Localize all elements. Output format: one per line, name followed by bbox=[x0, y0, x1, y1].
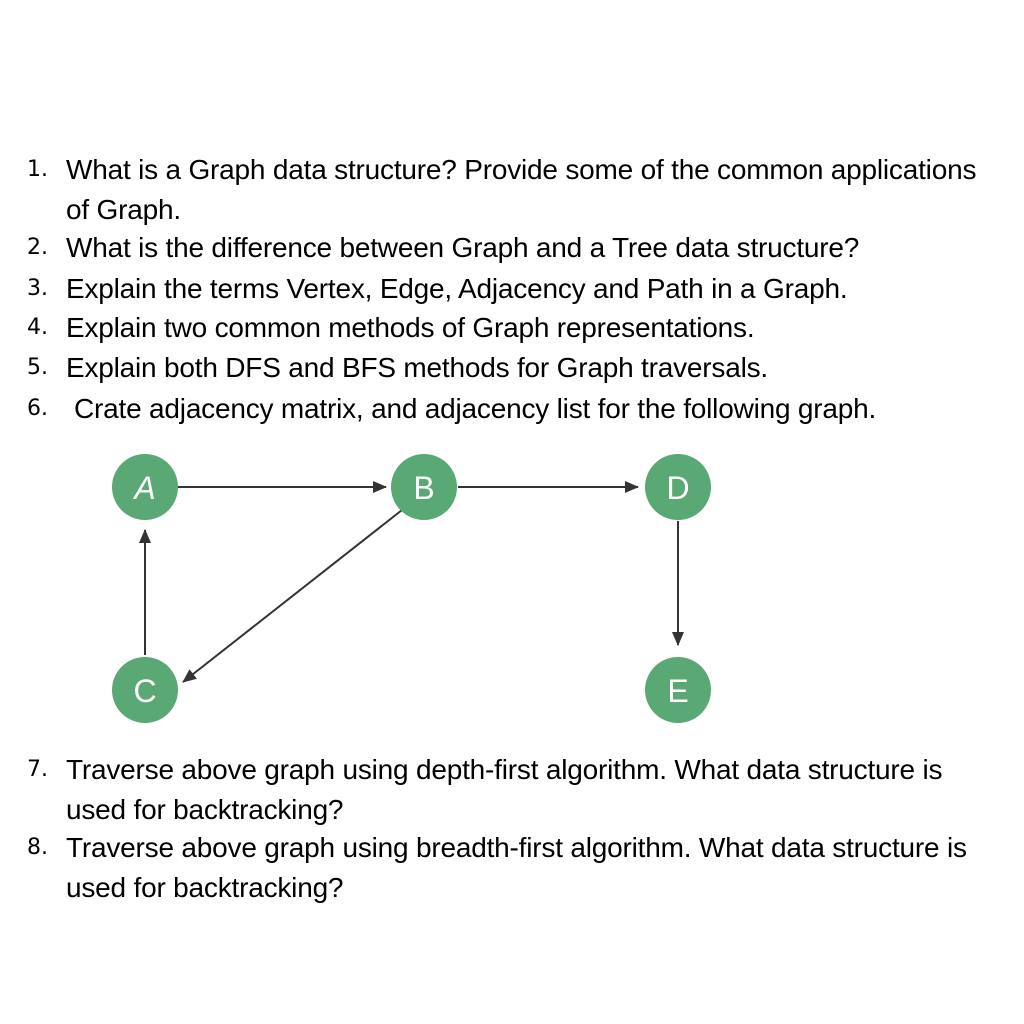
question-number: 2. bbox=[27, 235, 48, 260]
node-d bbox=[645, 454, 711, 520]
edge-b-c bbox=[183, 510, 402, 682]
node-label: B bbox=[413, 470, 435, 506]
question-text: What is a Graph data structure? Provide some of the common applications of Graph. bbox=[66, 154, 977, 225]
question-number: 4. bbox=[27, 315, 48, 340]
node-label: C bbox=[133, 673, 157, 709]
node-label: D bbox=[666, 470, 690, 506]
question-text: Crate adjacency matrix, and adjacency list for the following graph. bbox=[74, 393, 877, 424]
node-a bbox=[112, 454, 178, 520]
node-b bbox=[391, 454, 457, 520]
question-text: Explain two common methods of Graph representations. bbox=[66, 312, 755, 343]
node-c bbox=[112, 657, 178, 723]
question-text: Traverse above graph using breadth-first algorithm. What data structure is used for backtracking? bbox=[66, 832, 967, 903]
node-e bbox=[645, 657, 711, 723]
node-label: E bbox=[667, 673, 689, 709]
question-number: 5. bbox=[27, 355, 48, 380]
question-text: Traverse above graph using depth-first algorithm. What data structure is used for backtracking? bbox=[66, 754, 943, 825]
question-text: What is the difference between Graph and a Tree data structure? bbox=[66, 232, 860, 263]
question-text: Explain the terms Vertex, Edge, Adjacency and Path in a Graph. bbox=[66, 273, 848, 304]
question-number: 7. bbox=[27, 757, 48, 782]
question-number: 3. bbox=[27, 276, 48, 301]
question-number: 1. bbox=[27, 157, 48, 182]
question-number: 6. bbox=[27, 396, 48, 421]
question-text: Explain both DFS and BFS methods for Graph traversals. bbox=[66, 352, 768, 383]
question-number: 8. bbox=[27, 835, 48, 860]
node-label: A bbox=[134, 470, 156, 506]
directed-graph-diagram bbox=[0, 430, 1024, 750]
